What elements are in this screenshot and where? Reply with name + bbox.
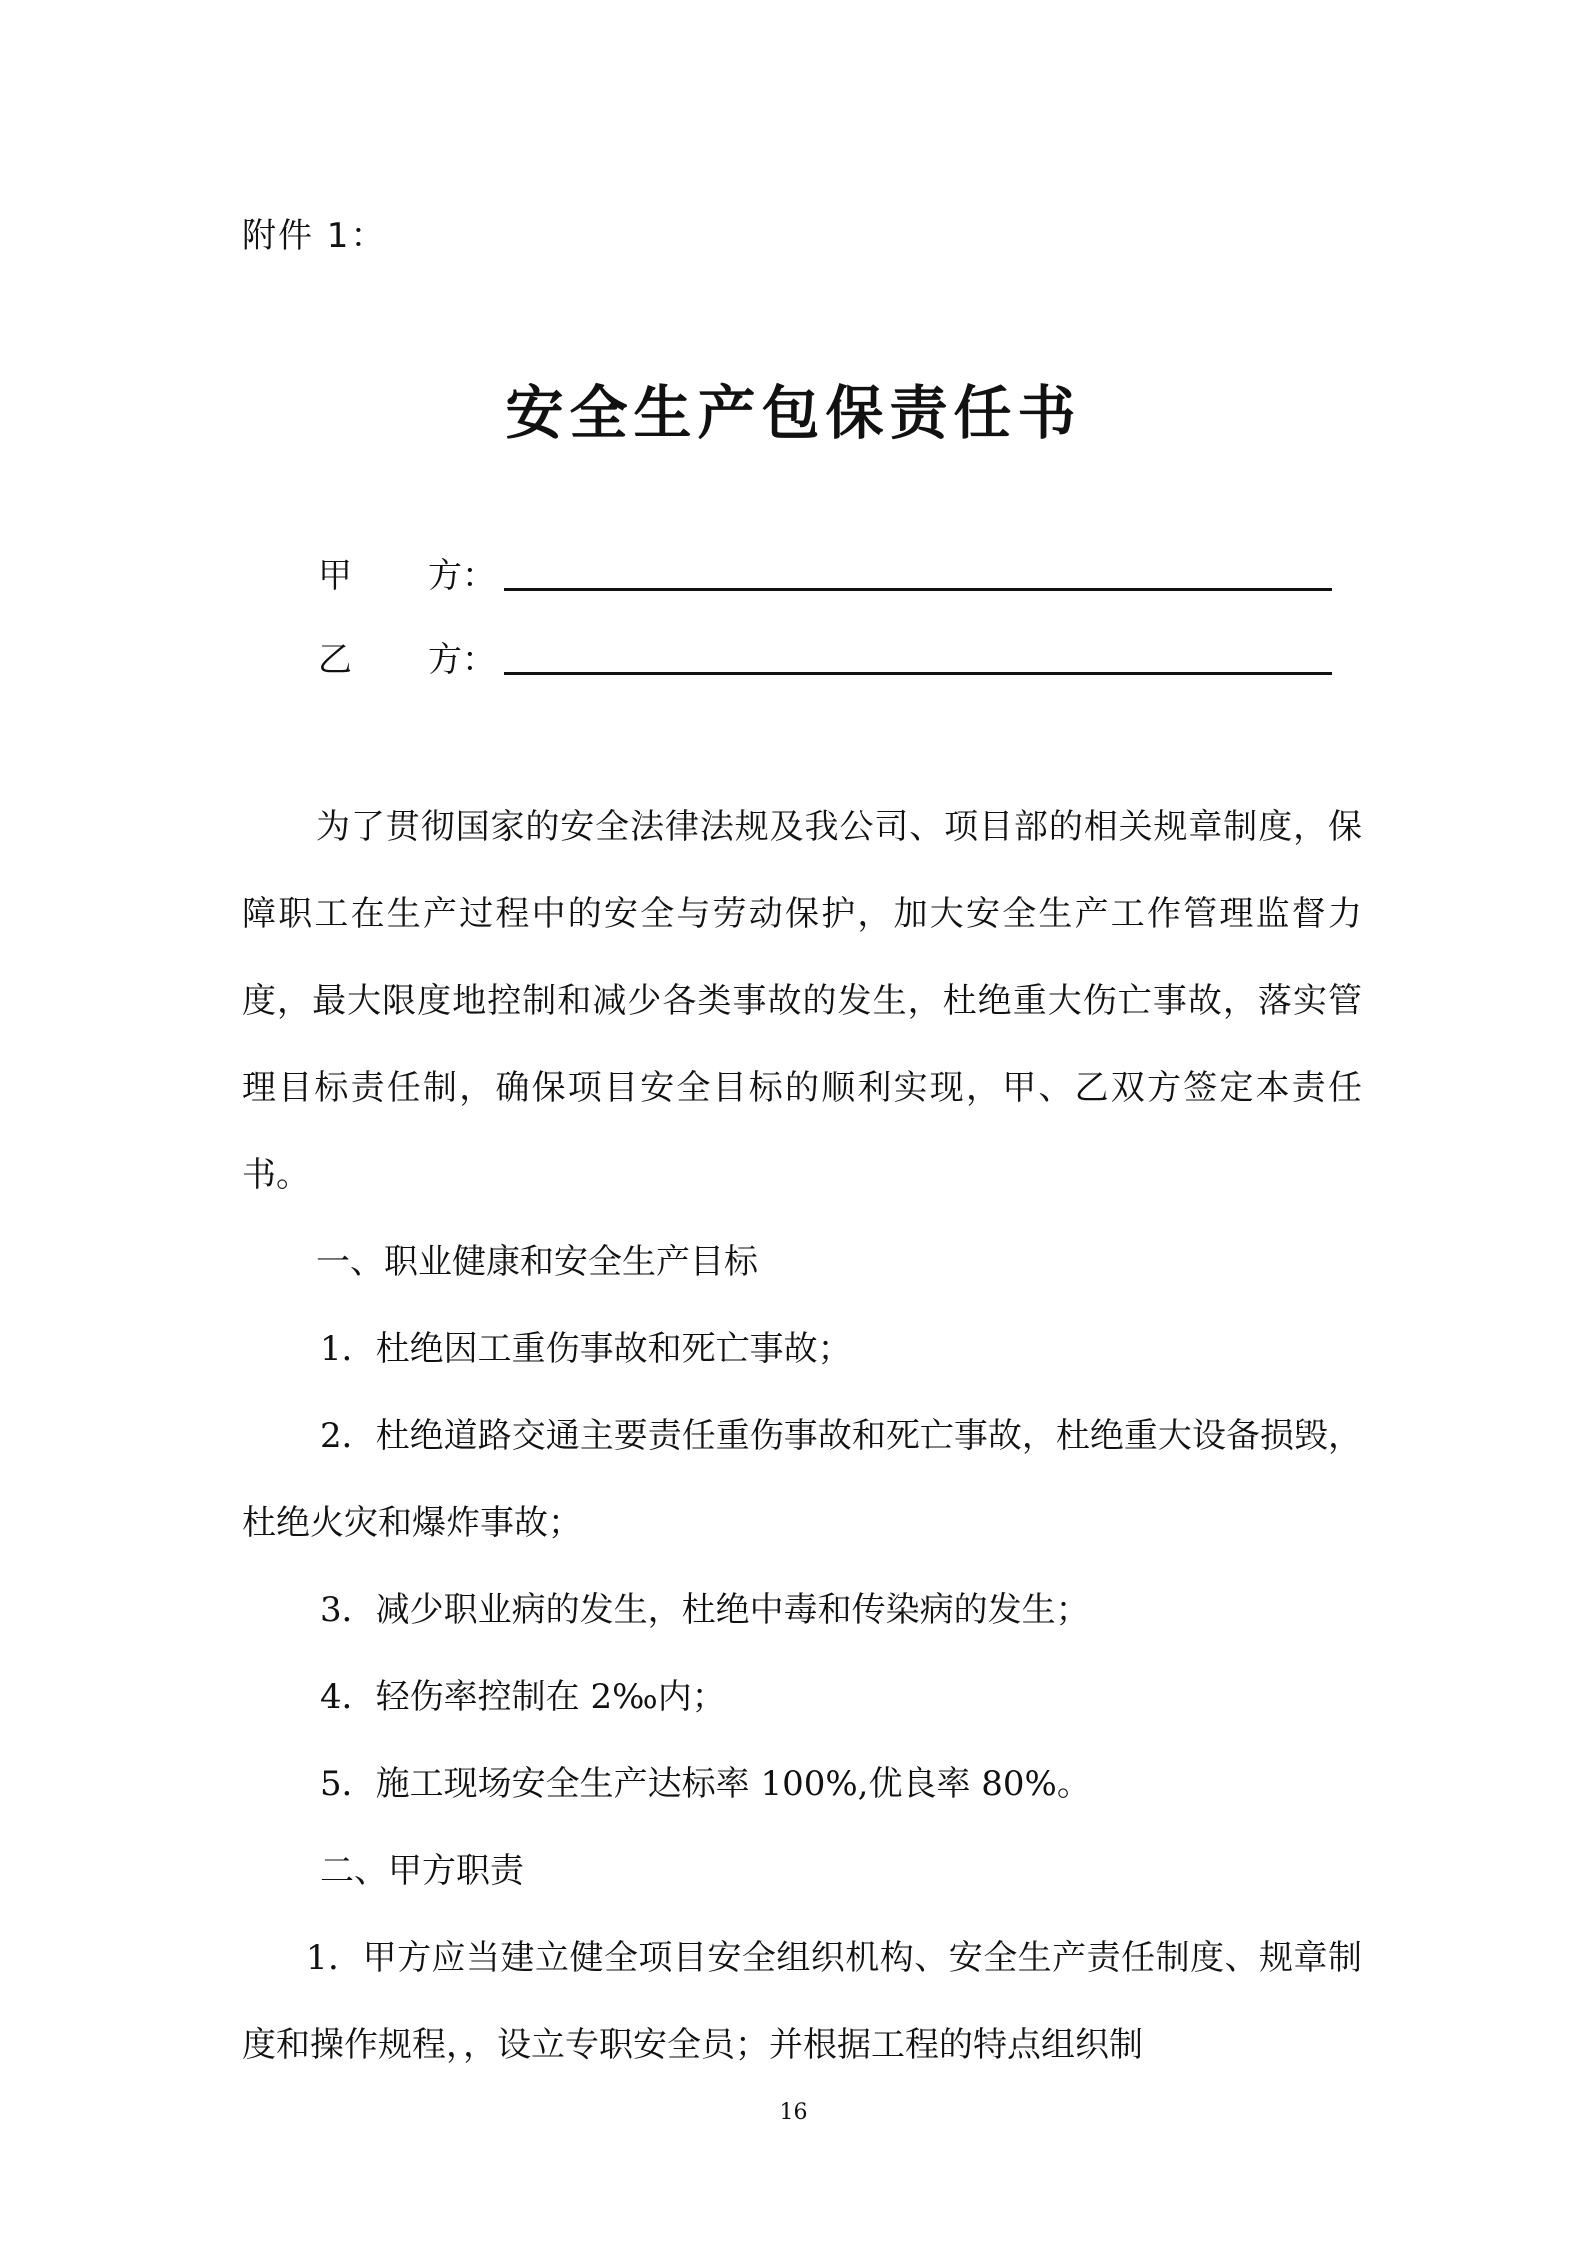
section-1-item: 3．减少职业病的发生，杜绝中毒和传染病的发生； [320,1590,1090,1630]
section-2-item: 1．甲方应当建立健全项目安全组织机构、安全生产责任制度、规章制度和操作规程，，设立专职安全员；并根据工程的特点组织制 [242,1938,1362,2065]
party-a-label: 甲 [318,556,352,596]
attachment-label: 附件 1： [242,216,387,256]
party-b-suffix: 方： [428,640,496,680]
document-title: 安全生产包保责任书 [505,379,1082,447]
page-number: 16 [779,2100,808,2125]
party-a-row [318,548,1328,598]
party-a-suffix: 方： [428,556,496,596]
party-b-blank-line [504,672,1332,675]
party-b-label: 乙 [318,640,352,680]
section-1-item: 4．轻伤率控制在 2‰内； [320,1677,726,1717]
party-a-blank-line [504,588,1332,591]
party-b-row [318,632,1328,682]
section-1-item: 2．杜绝道路交通主要责任重伤事故和死亡事故，杜绝重大设备损毁，杜绝火灾和爆炸事故； [242,1416,1362,1543]
section-1-item: 5．施工现场安全生产达标率 100%,优良率 80%。 [320,1764,1091,1804]
section-1-item: 1．杜绝因工重伤事故和死亡事故； [320,1329,852,1369]
document-body [242,784,1362,2089]
intro-paragraph: 为了贯彻国家的安全法律法规及我公司、项目部的相关规章制度，保障职工在生产过程中的安全与劳动保护，加大安全生产工作管理监督力度，最大限度地控制和减少各类事故的发生，杜绝重大伤亡事故，落实管理目标责任制，确保项目安全目标的顺利实现，甲、乙双方签定本责任书。 [242,807,1362,1195]
section-1-heading: 一、职业健康和安全生产目标 [316,1242,758,1282]
section-2-heading: 二、甲方职责 [320,1851,524,1891]
